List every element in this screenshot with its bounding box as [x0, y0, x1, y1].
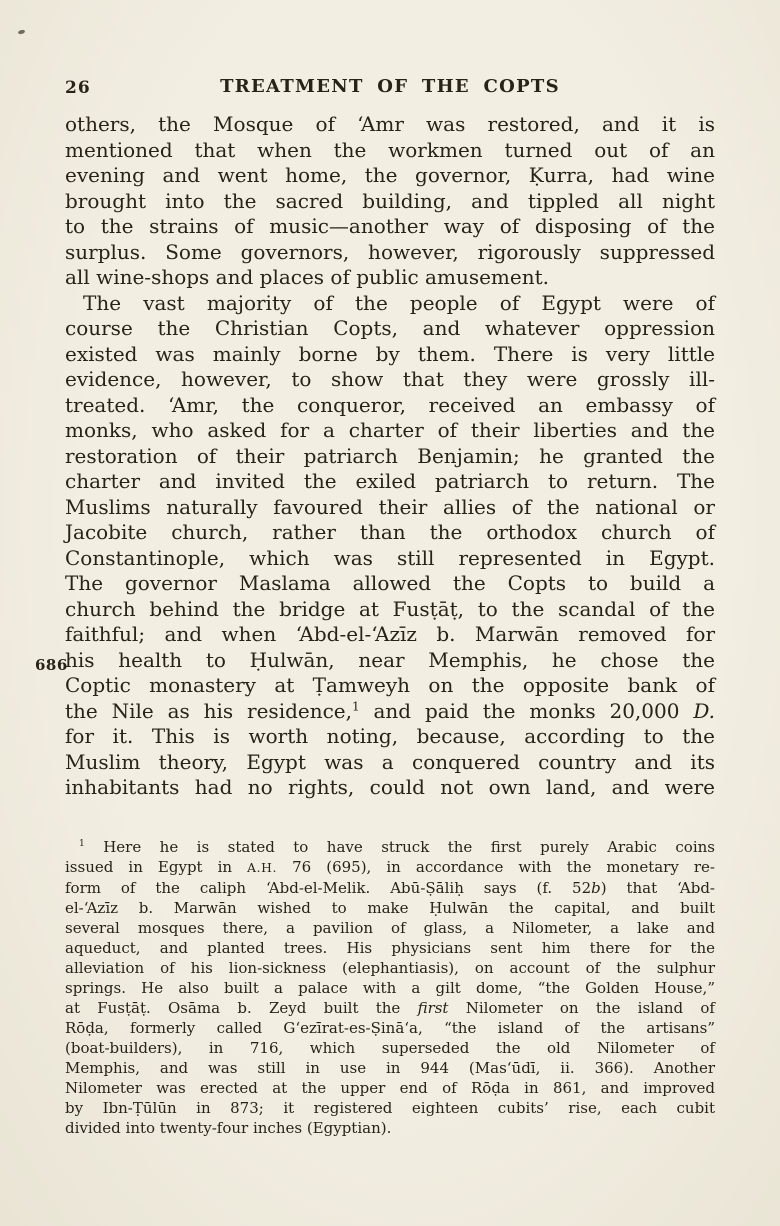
body-text-line [65, 520, 715, 546]
body-text-line [65, 418, 715, 444]
text-segment: restoration of their patriarch Benjamin; he granted the [65, 443, 715, 468]
footnote-line [65, 837, 715, 857]
text-segment: form of the caliph ‘Abd-el-Melik. Abū-Ṣāliḥ says (f. 52 [65, 878, 592, 897]
body-text-line [65, 163, 715, 189]
text-segment: for it. This is worth noting, because, according to the [65, 724, 715, 748]
body-text-line [65, 316, 715, 342]
text-segment: monks, who asked for a charter of their liberties and the [65, 418, 715, 442]
body-text-line [65, 673, 715, 699]
text-segment: brought into the sacred building, and tippled all night [65, 188, 715, 213]
text-segment: to the strains of music—another way of disposing of the [65, 214, 715, 238]
footnote-line [65, 898, 715, 918]
text-segment: evidence, however, to show that they were grossly ill- [65, 367, 715, 391]
text-segment: Memphis, and was still in use in 944 (Mas‘ūdī, ii. 366). Another [65, 1058, 715, 1077]
body-text-line [35, 647, 715, 674]
text-segment: 1 [352, 698, 360, 713]
text-segment: others, the Mosque of ‘Amr was restored, and it is [65, 112, 715, 136]
body-text-line [65, 444, 715, 470]
footnote-line [65, 918, 715, 938]
text-segment: A.H. [247, 860, 277, 875]
body-text-line [65, 699, 715, 725]
text-segment: springs. He also built a palace with a gilt dome, “the Golden House,” [65, 978, 715, 997]
body-text-line [65, 724, 715, 750]
text-segment: issued in Egypt in [65, 857, 248, 876]
text-column [35, 76, 715, 1138]
margin-paragraph-number: 686 [35, 655, 68, 674]
scan-mark [18, 29, 26, 35]
footnote-line [65, 1118, 715, 1138]
footnote-line [65, 857, 715, 878]
body-text-line [65, 393, 715, 419]
text-segment: Constantinople, which was still represented in Egypt. [65, 545, 715, 570]
text-segment: the Nile as his residence, [65, 698, 352, 723]
footnote-line [65, 1018, 715, 1038]
text-segment: 1 [79, 838, 85, 849]
text-segment: Coptic monastery at Ṭamweyh on the opposite bank of [65, 673, 715, 697]
body-text-line [65, 265, 715, 291]
body-text-line [65, 291, 715, 317]
text-segment: treated. ‘Amr, the conqueror, received an embassy of [65, 392, 715, 417]
text-segment: his health to Ḥulwān, near Memphis, he chose the [65, 647, 715, 672]
text-segment: (boat-builders), in 716, which superseded the old Nilometer of [65, 1038, 715, 1057]
text-segment: Nilometer on the island of [448, 998, 715, 1017]
footnote-line [65, 978, 715, 998]
footnote [65, 837, 715, 1138]
text-segment: several mosques there, a pavilion of glass, a Nilometer, a lake and [65, 918, 715, 937]
text-segment: evening and went home, the governor, Ḳurra, had wine [65, 163, 715, 187]
footnote-line [65, 958, 715, 978]
text-segment: mentioned that when the workmen turned out of an [65, 137, 715, 162]
text-segment: Nilometer was erected at the upper end of Rōḍa in 861, and improved [65, 1078, 715, 1097]
body-text-line [65, 469, 715, 495]
body-text-line [65, 546, 715, 572]
body-text-line [65, 367, 715, 393]
text-segment: at Fusṭāṭ. Osāma b. Zeyd built the [65, 998, 418, 1017]
text-segment: course the Christian Copts, and whatever oppression [65, 316, 715, 340]
text-segment: faithful; and when ‘Abd-el-‘Azīz b. Marwān removed for [65, 622, 715, 646]
footnote-line [65, 1078, 715, 1098]
body-text-line [65, 597, 715, 623]
footnote-line [65, 1038, 715, 1058]
text-segment: Muslim theory, Egypt was a conquered country and its [65, 749, 715, 774]
text-segment: 76 (695), in accordance with the monetary re- [277, 857, 715, 876]
text-segment: existed was mainly borne by them. There is very little [65, 341, 715, 366]
body-text-line [65, 342, 715, 368]
text-segment: b [591, 878, 601, 897]
page-number: 26 [65, 78, 91, 98]
body-text-line [65, 571, 715, 597]
body-text-line [65, 240, 715, 266]
text-segment: surplus. Some governors, however, rigorously suppressed [65, 239, 715, 264]
text-segment: and paid the monks 20,000 [359, 698, 694, 723]
text-segment: Muslims naturally favoured their allies of the national or [65, 494, 715, 519]
text-segment: The governor Maslama allowed the Copts to build a [65, 571, 715, 595]
footnote-line [65, 938, 715, 958]
text-segment: inhabitants had no rights, could not own land, and were [65, 775, 715, 799]
footnote-line [65, 998, 715, 1018]
body-text-line [65, 214, 715, 240]
text-segment: by Ibn-Ṭūlūn in 873; it registered eighteen cubits’ rise, each cubit [65, 1098, 715, 1117]
body-text-line [65, 750, 715, 776]
text-segment: Here he is stated to have struck the first purely Arabic coins [84, 837, 715, 856]
text-segment: first [417, 998, 449, 1017]
body-text [35, 112, 715, 801]
text-segment: divided into twenty-four inches (Egyptian). [65, 1118, 392, 1137]
text-segment: charter and invited the exiled patriarch to return. The [65, 469, 715, 493]
body-text-line [65, 775, 715, 801]
text-segment: alleviation of his lion-sickness (elephantiasis), on account of the sulphur [65, 958, 715, 977]
body-text-line [65, 112, 715, 138]
text-segment: D. [693, 698, 715, 723]
page-header [65, 76, 715, 100]
body-text-line [65, 138, 715, 164]
text-segment: aqueduct, and planted trees. His physicians sent him there for the [65, 938, 715, 957]
footnote-line [65, 878, 715, 898]
body-text-line [65, 622, 715, 648]
text-segment: Rōḍa, formerly called G‘ezīrat-es-Ṣinā‘a, “the island of the artisans” [65, 1018, 715, 1037]
text-segment: church behind the bridge at Fusṭāṭ, to the scandal of the [65, 596, 715, 621]
running-title: TREATMENT OF THE COPTS [220, 76, 560, 97]
text-segment: The vast majority of the people of Egypt were of [83, 290, 715, 315]
text-segment: ) that ‘Abd- [600, 878, 715, 897]
footnote-line [65, 1058, 715, 1078]
body-text-line [65, 189, 715, 215]
body-text-line [65, 495, 715, 521]
footnote-line [65, 1098, 715, 1118]
text-segment: Jacobite church, rather than the orthodox church of [65, 520, 715, 544]
text-segment: el-‘Azīz b. Marwān wished to make Ḥulwān the capital, and built [65, 898, 715, 917]
text-segment: all wine-shops and places of public amusement. [65, 265, 550, 289]
